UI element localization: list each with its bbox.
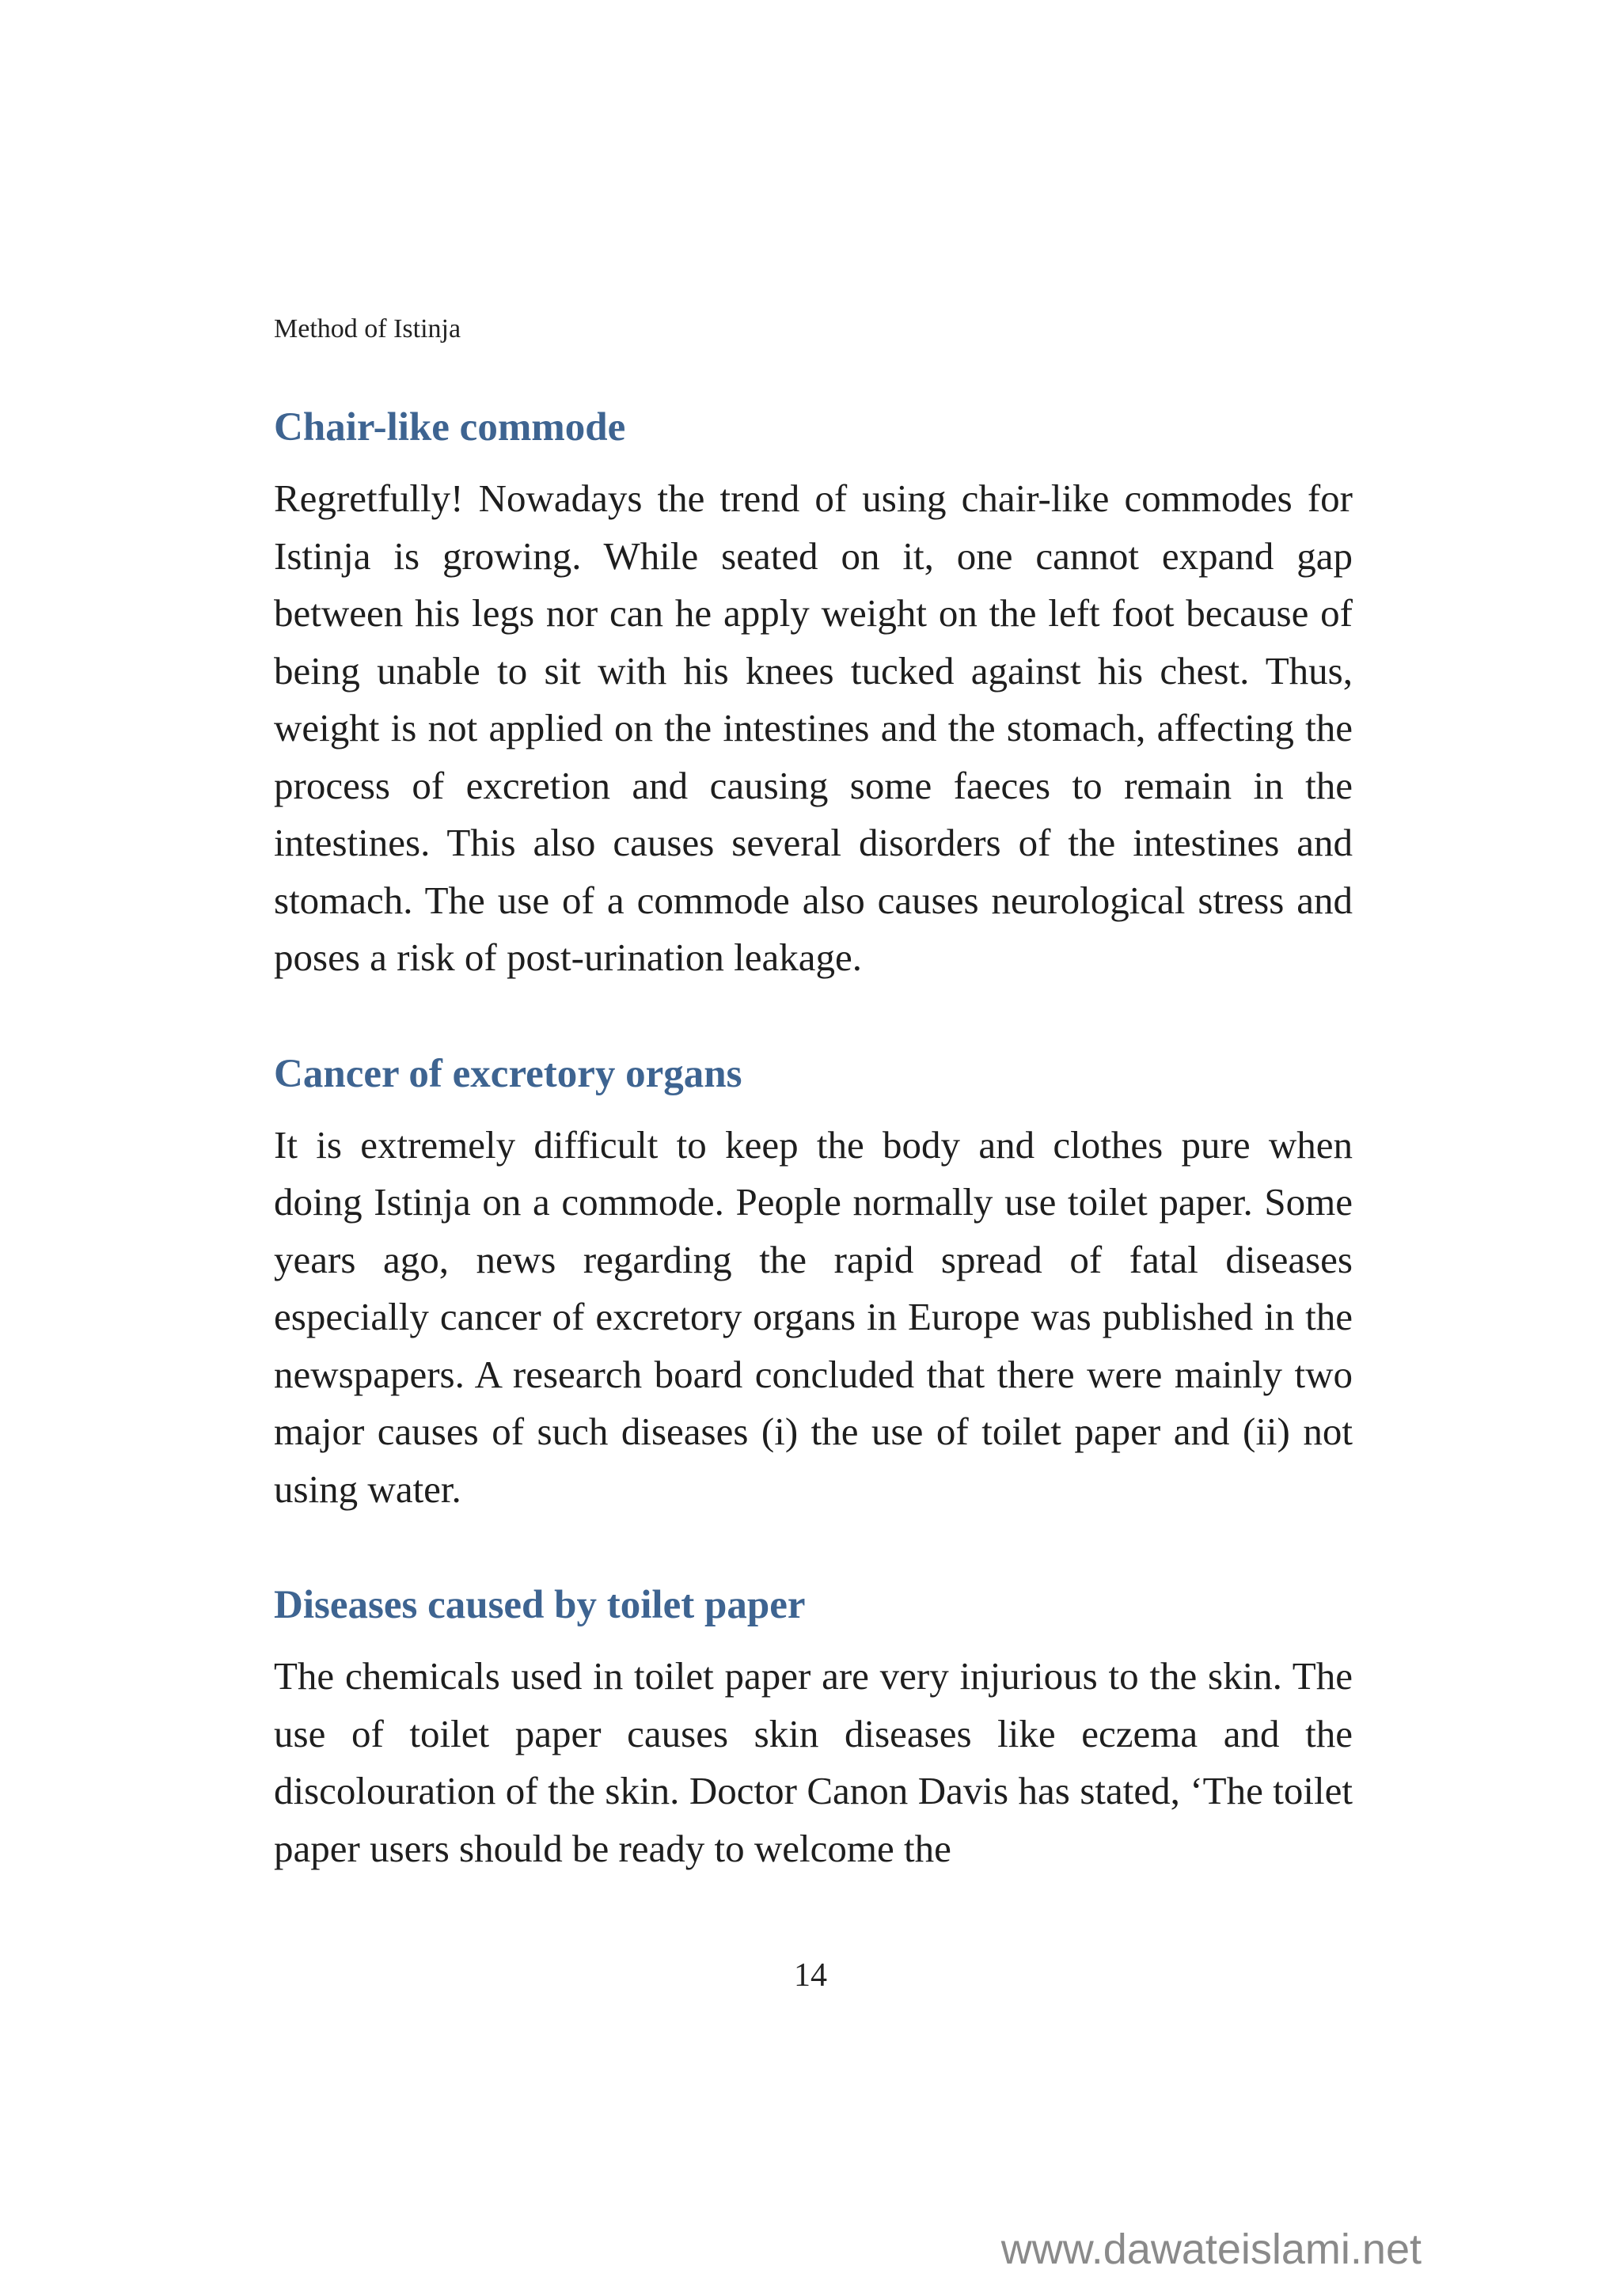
section-heading: Cancer of excretory organs — [274, 1051, 742, 1096]
section-heading: Chair-like commode — [274, 405, 626, 450]
section-paragraph: It is extremely difficult to keep the body and clothes pure when doing Istinja on a commode. People normally use toilet paper. Some years ago, news regarding the rapid spread of fatal diseases especially cancer of excretory organs in Europe was published in the newspapers. A research board concluded that there were mainly two major causes of such diseases (i) the use of toilet paper and (ii) not using water. — [274, 1122, 1353, 1511]
page-content — [274, 396, 1353, 1877]
section-chair-like-commode — [274, 396, 1353, 987]
website-watermark: www.dawateislami.net — [1000, 2226, 1422, 2273]
section-paragraph: The chemicals used in toilet paper are very injurious to the skin. The use of toilet paper causes skin diseases like eczema and the discolouration of the skin. Doctor Canon Davis has stated, ‘The toilet paper users should be ready to welcome the — [274, 1654, 1353, 1870]
page-number: 14 — [794, 1957, 827, 1994]
section-heading: Diseases caused by toilet paper — [274, 1583, 806, 1627]
section-diseases-caused-by-toilet-paper — [274, 1573, 1353, 1877]
section-cancer-of-excretory-organs — [274, 1042, 1353, 1519]
running-header: Method of Istinja — [274, 314, 461, 343]
section-paragraph: Regretfully! Nowadays the trend of using chair-like commodes for Istinja is growing. While seated on it, one cannot expand gap between his legs nor can he apply weight on the left foot because of being unable to sit with his knees tucked against his chest. Thus, weight is not applied on the intestines and the stomach, affecting the process of excretion and causing some faeces to remain in the intestines. This also causes several disorders of the intestines and stomach. The use of a commode also causes neurological stress and poses a risk of post-urination leakage. — [274, 476, 1353, 979]
